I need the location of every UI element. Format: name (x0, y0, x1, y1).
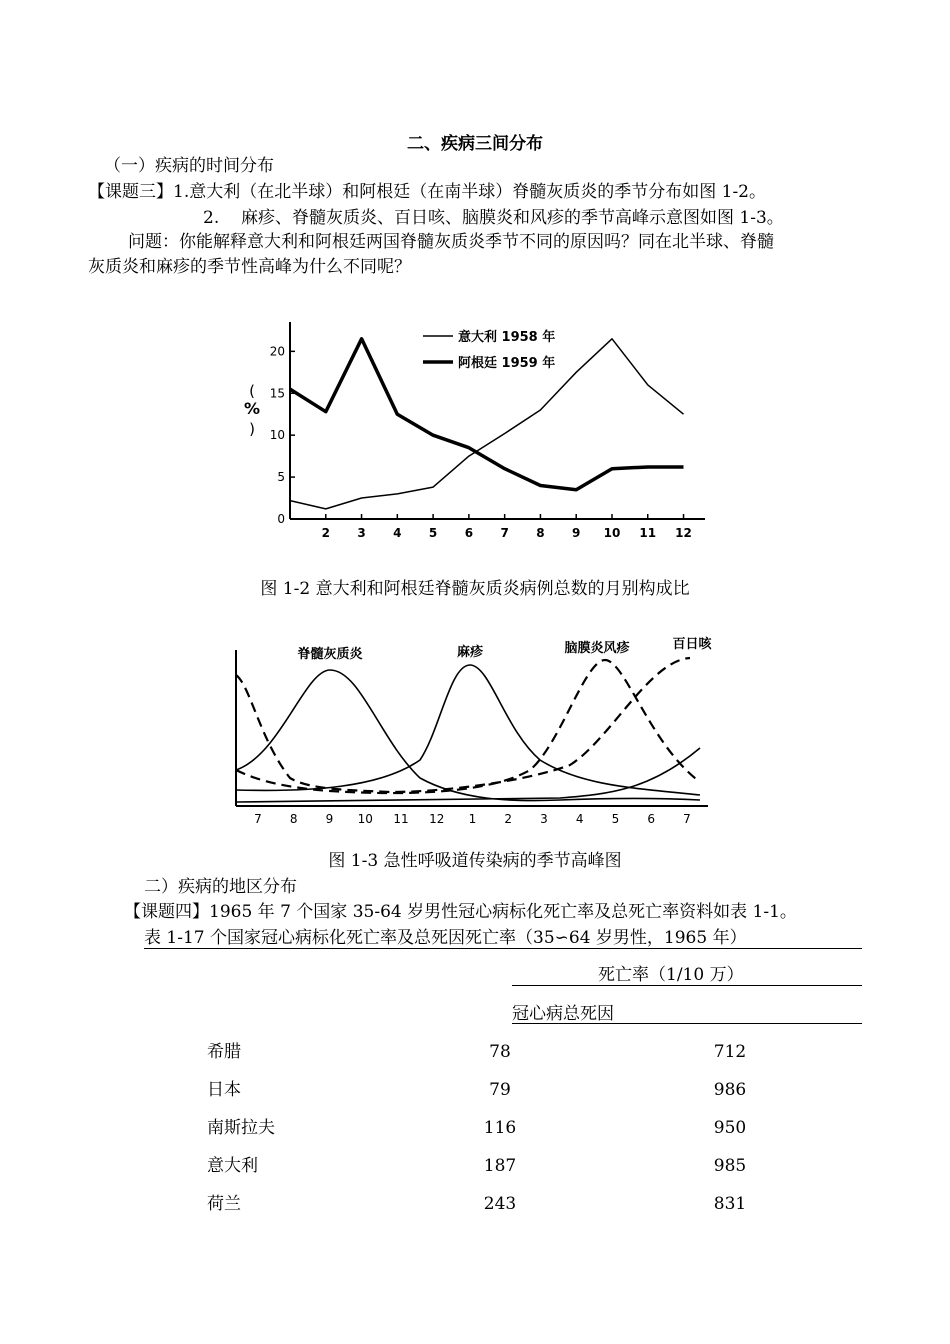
cell-total-rate: 831 (713, 1194, 747, 1214)
x-tick-label: 7 (500, 526, 509, 540)
series-label-pertussis: 百日咳 (672, 637, 712, 652)
y-axis-label: % (243, 399, 261, 418)
series-label-measles: 麻疹 (456, 645, 484, 660)
x-tick-label: 8 (536, 526, 545, 540)
cell-chd-rate: 116 (483, 1118, 517, 1138)
figure-1-3-chart (230, 630, 720, 830)
y-ticks (270, 344, 295, 526)
y-label-paren-open: ( (249, 382, 255, 400)
series-label-polio: 脊髓灰质炎 (297, 647, 363, 662)
question-line2: 灰质炎和麻疹的季节性高峰为什么不同呢？ (88, 257, 411, 277)
figure-1-2-caption: 图 1-2 意大利和阿根廷脊髓灰质炎病例总数的月别构成比 (260, 579, 690, 599)
table-top-rule (144, 948, 862, 949)
legend (423, 329, 555, 371)
y-tick-label: 0 (277, 512, 285, 526)
x-tick-label: 6 (464, 526, 474, 540)
axes (290, 322, 705, 519)
cell-chd-rate: 187 (483, 1156, 517, 1176)
subsection-time: （一）疾病的时间分布 (104, 156, 274, 176)
task4-text: 【课题四】1965 年 7 个国家 35-64 岁男性冠心病标化死亡率及总死亡率资料如表 1-1。 (124, 902, 797, 922)
y-tick-label: 15 (269, 386, 285, 401)
curve-polio (236, 670, 700, 801)
cell-total-rate: 712 (713, 1042, 747, 1062)
question-line1: 问题：你能解释意大利和阿根廷两国脊髓灰质炎季节不同的原因吗？同在北半球、脊髓 (128, 232, 774, 252)
x-tick-label: 12 (429, 812, 445, 826)
x-tick-label: 12 (675, 526, 692, 540)
cell-country: 南斯拉夫 (207, 1118, 275, 1138)
y-label-paren-close: ) (249, 420, 255, 438)
y-tick-label: 20 (269, 344, 285, 359)
figure-1-2-chart (230, 310, 730, 550)
x-tick-label: 7 (683, 812, 691, 826)
cell-total-rate: 986 (713, 1080, 747, 1100)
cell-chd-rate: 78 (489, 1042, 511, 1062)
axes (236, 650, 708, 806)
series-label-meningitis-rubella: 脑膜炎风疹 (564, 641, 630, 656)
cell-chd-rate: 79 (489, 1080, 511, 1100)
x-tick-label: 3 (540, 812, 548, 826)
cell-country: 希腊 (207, 1042, 241, 1062)
task3-line2-number: 2. (203, 208, 220, 228)
x-tick-label: 5 (611, 812, 620, 826)
curve-pertussis (236, 658, 690, 792)
section-title: 二、疾病三间分布 (407, 134, 543, 154)
x-tick-label: 10 (603, 526, 621, 540)
x-tick-label: 8 (289, 812, 298, 826)
cell-chd-rate: 243 (483, 1194, 517, 1214)
curve-baseline (236, 748, 700, 802)
table-group-rule (512, 985, 862, 986)
table-header-cols: 冠心病总死因 (512, 1004, 614, 1024)
curve-measles (236, 665, 700, 795)
x-tick-label: 2 (504, 812, 513, 826)
x-tick-label: 9 (572, 526, 581, 540)
x-tick-label: 11 (639, 526, 657, 540)
x-tick-label: 2 (321, 526, 330, 540)
x-tick-label: 11 (393, 812, 409, 826)
table-header-rule (512, 1023, 862, 1024)
x-tick-label: 5 (428, 526, 438, 540)
series-curves (236, 658, 700, 802)
y-tick-label: 5 (277, 470, 285, 485)
table-caption: 表 1-17 个国家冠心病标化死亡率及总死因死亡率（35∽64 岁男性，1965 年） (144, 928, 747, 948)
cell-total-rate: 985 (713, 1156, 747, 1176)
legend-label-argentina: 阿根廷 1959 年 (458, 356, 556, 371)
y-tick-label: 10 (269, 428, 285, 443)
x-tick-label: 4 (575, 812, 584, 826)
curve-meningitis-rubella (236, 660, 700, 793)
legend-label-italy: 意大利 1958 年 (458, 330, 556, 345)
x-ticks (254, 812, 691, 826)
cell-country: 日本 (207, 1080, 241, 1100)
x-tick-label: 6 (647, 812, 656, 826)
x-tick-label: 3 (357, 526, 366, 540)
x-ticks (322, 514, 692, 540)
x-tick-label: 7 (254, 812, 262, 826)
x-tick-label: 4 (393, 526, 402, 540)
subsection-region: 二）疾病的地区分布 (144, 877, 297, 897)
x-tick-label: 10 (357, 812, 373, 826)
x-tick-label: 1 (468, 812, 477, 826)
cell-country: 意大利 (207, 1156, 258, 1176)
task3-line1: 【课题三】1.意大利（在北半球）和阿根廷（在南半球）脊髓灰质炎的季节分布如图 1-2。 (88, 182, 766, 202)
cell-total-rate: 950 (713, 1118, 747, 1138)
x-tick-label: 9 (325, 812, 334, 826)
table-header-group: 死亡率（1/10 万） (598, 965, 744, 985)
task3-line2: 麻疹、脊髓灰质炎、百日咳、脑膜炎和风疹的季节高峰示意图如图 1-3。 (241, 208, 784, 228)
cell-country: 荷兰 (207, 1194, 241, 1214)
figure-1-3-caption: 图 1-3 急性呼吸道传染病的季节高峰图 (328, 851, 622, 871)
